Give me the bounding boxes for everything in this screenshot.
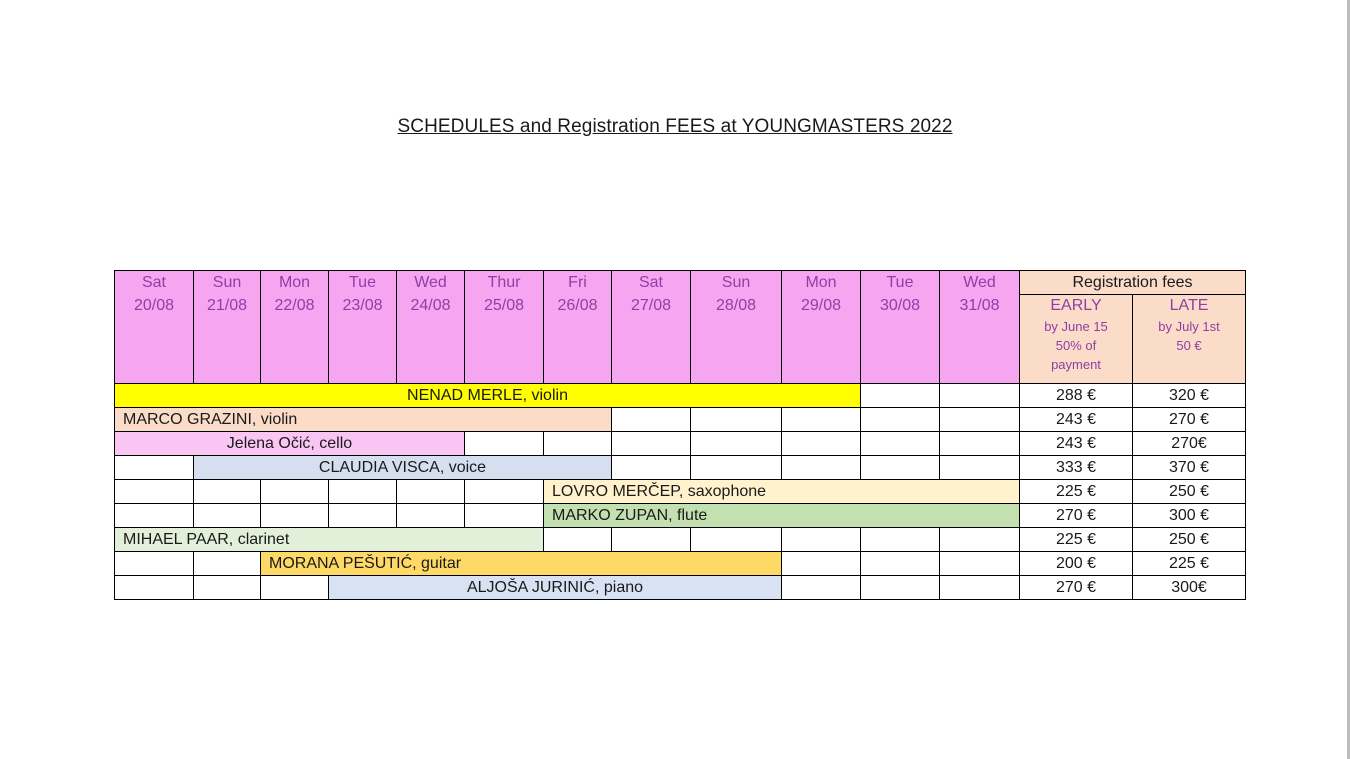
empty-cell: [782, 576, 861, 600]
early-fee: 270 €: [1020, 504, 1133, 528]
course-row: [115, 408, 1246, 432]
empty-cell: [691, 408, 782, 432]
course-row: [115, 432, 1246, 456]
course-bar: ALJOŠA JURINIĆ, piano: [329, 576, 782, 600]
empty-cell: [465, 480, 544, 504]
course-bar: MARKO ZUPAN, flute: [544, 504, 1020, 528]
empty-cell: [612, 432, 691, 456]
empty-cell: [329, 480, 397, 504]
day-header: Fri 26/08: [544, 271, 612, 384]
late-fee: 370 €: [1133, 456, 1246, 480]
course-row: [115, 480, 1246, 504]
day-header: Wed 31/08: [940, 271, 1020, 384]
empty-cell: [940, 552, 1020, 576]
day-header: Mon 29/08: [782, 271, 861, 384]
late-fee: 300 €: [1133, 504, 1246, 528]
empty-cell: [861, 432, 940, 456]
day-header: Wed 24/08: [397, 271, 465, 384]
course-bar: Jelena Očić, cello: [115, 432, 465, 456]
header-row: [115, 271, 1246, 295]
course-bar: NENAD MERLE, violin: [115, 384, 861, 408]
empty-cell: [940, 456, 1020, 480]
empty-cell: [329, 504, 397, 528]
early-fee-header: EARLY by June 15 50% of payment: [1020, 295, 1133, 384]
empty-cell: [691, 528, 782, 552]
day-header: Mon 22/08: [261, 271, 329, 384]
empty-cell: [194, 480, 261, 504]
empty-cell: [940, 528, 1020, 552]
early-fee: 288 €: [1020, 384, 1133, 408]
empty-cell: [782, 432, 861, 456]
late-fee: 300€: [1133, 576, 1246, 600]
empty-cell: [544, 528, 612, 552]
empty-cell: [861, 528, 940, 552]
course-row: [115, 456, 1246, 480]
empty-cell: [194, 552, 261, 576]
course-row: [115, 576, 1246, 600]
empty-cell: [861, 552, 940, 576]
empty-cell: [861, 456, 940, 480]
empty-cell: [397, 480, 465, 504]
empty-cell: [612, 408, 691, 432]
schedule-table: [114, 270, 1246, 600]
empty-cell: [861, 408, 940, 432]
course-row: [115, 504, 1246, 528]
day-header: Sat 20/08: [115, 271, 194, 384]
empty-cell: [782, 408, 861, 432]
late-fee: 250 €: [1133, 480, 1246, 504]
late-fee: 270€: [1133, 432, 1246, 456]
late-fee: 250 €: [1133, 528, 1246, 552]
early-fee: 225 €: [1020, 528, 1133, 552]
empty-cell: [782, 528, 861, 552]
course-bar: MARCO GRAZINI, violin: [115, 408, 612, 432]
registration-fees-header: Registration fees: [1020, 271, 1246, 295]
day-header: Tue 30/08: [861, 271, 940, 384]
empty-cell: [782, 456, 861, 480]
empty-cell: [115, 576, 194, 600]
empty-cell: [194, 504, 261, 528]
course-bar: MIHAEL PAAR, clarinet: [115, 528, 544, 552]
early-fee: 270 €: [1020, 576, 1133, 600]
empty-cell: [940, 384, 1020, 408]
day-header: Sun 28/08: [691, 271, 782, 384]
day-header: Sat 27/08: [612, 271, 691, 384]
late-fee-header: LATE by July 1st 50 €: [1133, 295, 1246, 384]
early-fee: 200 €: [1020, 552, 1133, 576]
empty-cell: [465, 432, 544, 456]
empty-cell: [397, 504, 465, 528]
empty-cell: [940, 576, 1020, 600]
empty-cell: [691, 456, 782, 480]
empty-cell: [612, 528, 691, 552]
empty-cell: [115, 504, 194, 528]
empty-cell: [940, 432, 1020, 456]
empty-cell: [691, 432, 782, 456]
early-fee: 243 €: [1020, 432, 1133, 456]
late-fee: 320 €: [1133, 384, 1246, 408]
empty-cell: [612, 456, 691, 480]
empty-cell: [940, 408, 1020, 432]
empty-cell: [782, 552, 861, 576]
empty-cell: [861, 576, 940, 600]
late-fee: 270 €: [1133, 408, 1246, 432]
course-row: [115, 384, 1246, 408]
late-fee: 225 €: [1133, 552, 1246, 576]
course-bar: LOVRO MERČEP, saxophone: [544, 480, 1020, 504]
day-header: Tue 23/08: [329, 271, 397, 384]
empty-cell: [544, 432, 612, 456]
course-bar: MORANA PEŠUTIĆ, guitar: [261, 552, 782, 576]
course-row: [115, 552, 1246, 576]
page-title: SCHEDULES and Registration FEES at YOUNGMASTERS 2022: [397, 116, 953, 137]
empty-cell: [861, 384, 940, 408]
empty-cell: [261, 504, 329, 528]
empty-cell: [194, 576, 261, 600]
empty-cell: [115, 456, 194, 480]
empty-cell: [261, 480, 329, 504]
day-header: Thur 25/08: [465, 271, 544, 384]
early-fee: 243 €: [1020, 408, 1133, 432]
empty-cell: [115, 480, 194, 504]
course-bar: CLAUDIA VISCA, voice: [194, 456, 612, 480]
empty-cell: [261, 576, 329, 600]
empty-cell: [115, 552, 194, 576]
early-fee: 225 €: [1020, 480, 1133, 504]
early-fee: 333 €: [1020, 456, 1133, 480]
course-row: [115, 528, 1246, 552]
day-header: Sun 21/08: [194, 271, 261, 384]
empty-cell: [465, 504, 544, 528]
